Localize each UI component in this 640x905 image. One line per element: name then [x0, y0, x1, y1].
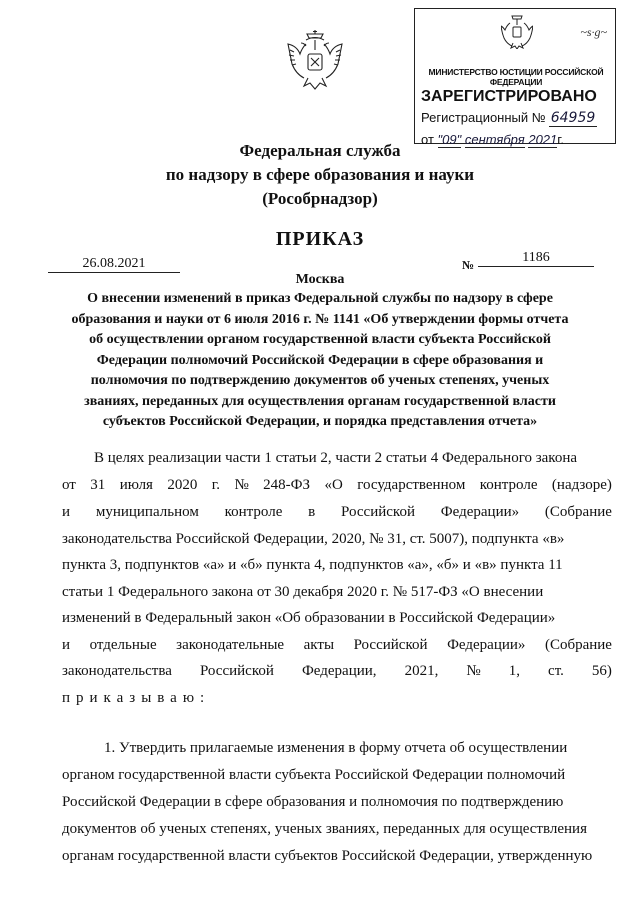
preamble-line: пункта 3, подпунктов «а» и «б» пункта 4, подпунктов «а», «б» и «в» пункта 11	[62, 557, 563, 573]
subject-line: Федерации полномочий Российской Федерации в сфере образования и	[96, 352, 544, 368]
agency-name-line1: Федеральная служба	[239, 141, 401, 160]
order-number-label: №	[462, 258, 475, 272]
word: 56)	[591, 663, 612, 679]
seal-emblem-icon	[501, 13, 533, 49]
word: отдельные	[89, 637, 157, 653]
item-line: органом государственной власти субъекта Российской Федерации полномочий	[62, 767, 566, 783]
word: Федерации,	[301, 663, 377, 679]
word: (Собрание	[544, 504, 612, 520]
word: июля	[119, 477, 153, 493]
preamble-line: В целях реализации части 1 статьи 2, части 2 статьи 4 Федерального закона	[94, 450, 578, 466]
word: «О	[324, 477, 343, 493]
stamp-registered: ЗАРЕГИСТРИРОВАНО	[421, 88, 597, 105]
preamble-line	[62, 637, 612, 654]
word: Российской	[353, 637, 428, 653]
order-subject	[0, 289, 640, 433]
coat-of-arms-icon	[286, 28, 344, 94]
order-city: Москва	[295, 272, 345, 287]
word: законодательства	[62, 663, 172, 679]
subject-line: полномочия по подтверждению документов об ученых степенях, ученых	[90, 373, 550, 388]
word: 1,	[508, 663, 520, 679]
word: (надзоре)	[551, 477, 612, 493]
word: 31	[90, 477, 106, 493]
stamp-reg-label: Регистрационный №	[421, 110, 546, 125]
subject-line: О внесении изменений в приказ Федеральной службы по надзору в сфере	[87, 291, 553, 306]
word: Российской	[341, 504, 415, 520]
word: №	[466, 663, 481, 679]
stamp-date-prefix: от	[421, 132, 434, 147]
item-line: документов об ученых степенях, ученых званиях, переданных для осуществления	[62, 821, 587, 837]
stamp-date-month: сентября	[464, 132, 525, 147]
stamp-registration-line	[421, 110, 597, 126]
subject-line: образования и науки от 6 июля 2016 г. № 1141 «Об утверждении формы отчета	[71, 311, 569, 327]
word: контроле	[479, 477, 538, 493]
stamp-date-year: 2021	[528, 132, 558, 147]
order-title: ПРИКАЗ	[275, 228, 365, 250]
word: (Собрание	[544, 637, 612, 653]
word: контроле	[224, 504, 283, 520]
registration-stamp	[414, 8, 616, 147]
word: Федерации»	[440, 504, 520, 520]
subject-line: званиях, переданных для осуществления органам государственной власти	[84, 393, 556, 409]
preamble-line: статьи 1 Федерального закона от 30 декабря 2020 г. № 517-ФЗ «О внесении	[62, 584, 544, 600]
agency-name-line3: (Рособрнадзор)	[262, 189, 378, 208]
order-word: приказываю:	[62, 690, 211, 706]
word: от	[62, 477, 76, 493]
order-number: 1186	[478, 250, 594, 267]
word: и	[62, 504, 71, 520]
preamble-line	[62, 663, 612, 680]
word: в	[308, 504, 316, 520]
word: государственном	[357, 477, 466, 493]
stamp-date-day: "09"	[437, 132, 462, 147]
word: акты	[303, 637, 335, 653]
preamble-line	[62, 477, 612, 494]
preamble-line	[62, 504, 612, 521]
word: 2020	[167, 477, 198, 493]
item-line: 1. Утвердить прилагаемые изменения в форму отчета об осуществлении	[104, 740, 568, 756]
stamp-date-suffix: г.	[557, 132, 565, 147]
word: Российской	[199, 663, 274, 679]
preamble-line: законодательства Российской Федерации, 2020, № 31, ст. 5007), подпункта «в»	[62, 531, 565, 547]
stamp-scribble-icon: ~s·g~	[580, 25, 607, 39]
preamble-line: изменений в Федеральный закон «Об образовании в Российской Федерации»	[62, 610, 556, 626]
agency-name-line2: по надзору в сфере образования и науки	[165, 165, 475, 184]
item-line: Российской Федерации в сфере образования и полномочия по подтверждению	[62, 794, 564, 810]
word: 248-ФЗ	[263, 477, 311, 493]
item-line: органам государственной власти субъектов Российской Федерации, утвержденную	[62, 848, 593, 864]
word: №	[234, 477, 249, 493]
word: Федерации»	[447, 637, 526, 653]
subject-line: об осуществлении органом государственной власти субъекта Российской	[89, 332, 551, 347]
stamp-reg-number: 64959	[550, 110, 596, 126]
word: г.	[211, 477, 221, 493]
word: законодательные	[176, 637, 285, 653]
word: муниципальном	[95, 504, 199, 520]
word: 2021,	[404, 663, 439, 679]
order-date: 26.08.2021	[48, 256, 180, 273]
word: ст.	[548, 663, 564, 679]
subject-line: субъектов Российской Федерации, и порядка представления отчета»	[102, 414, 538, 429]
stamp-ministry: МИНИСТЕРСТВО ЮСТИЦИИ РОССИЙСКОЙ ФЕДЕРАЦИИ	[428, 67, 604, 87]
word: и	[62, 637, 71, 653]
